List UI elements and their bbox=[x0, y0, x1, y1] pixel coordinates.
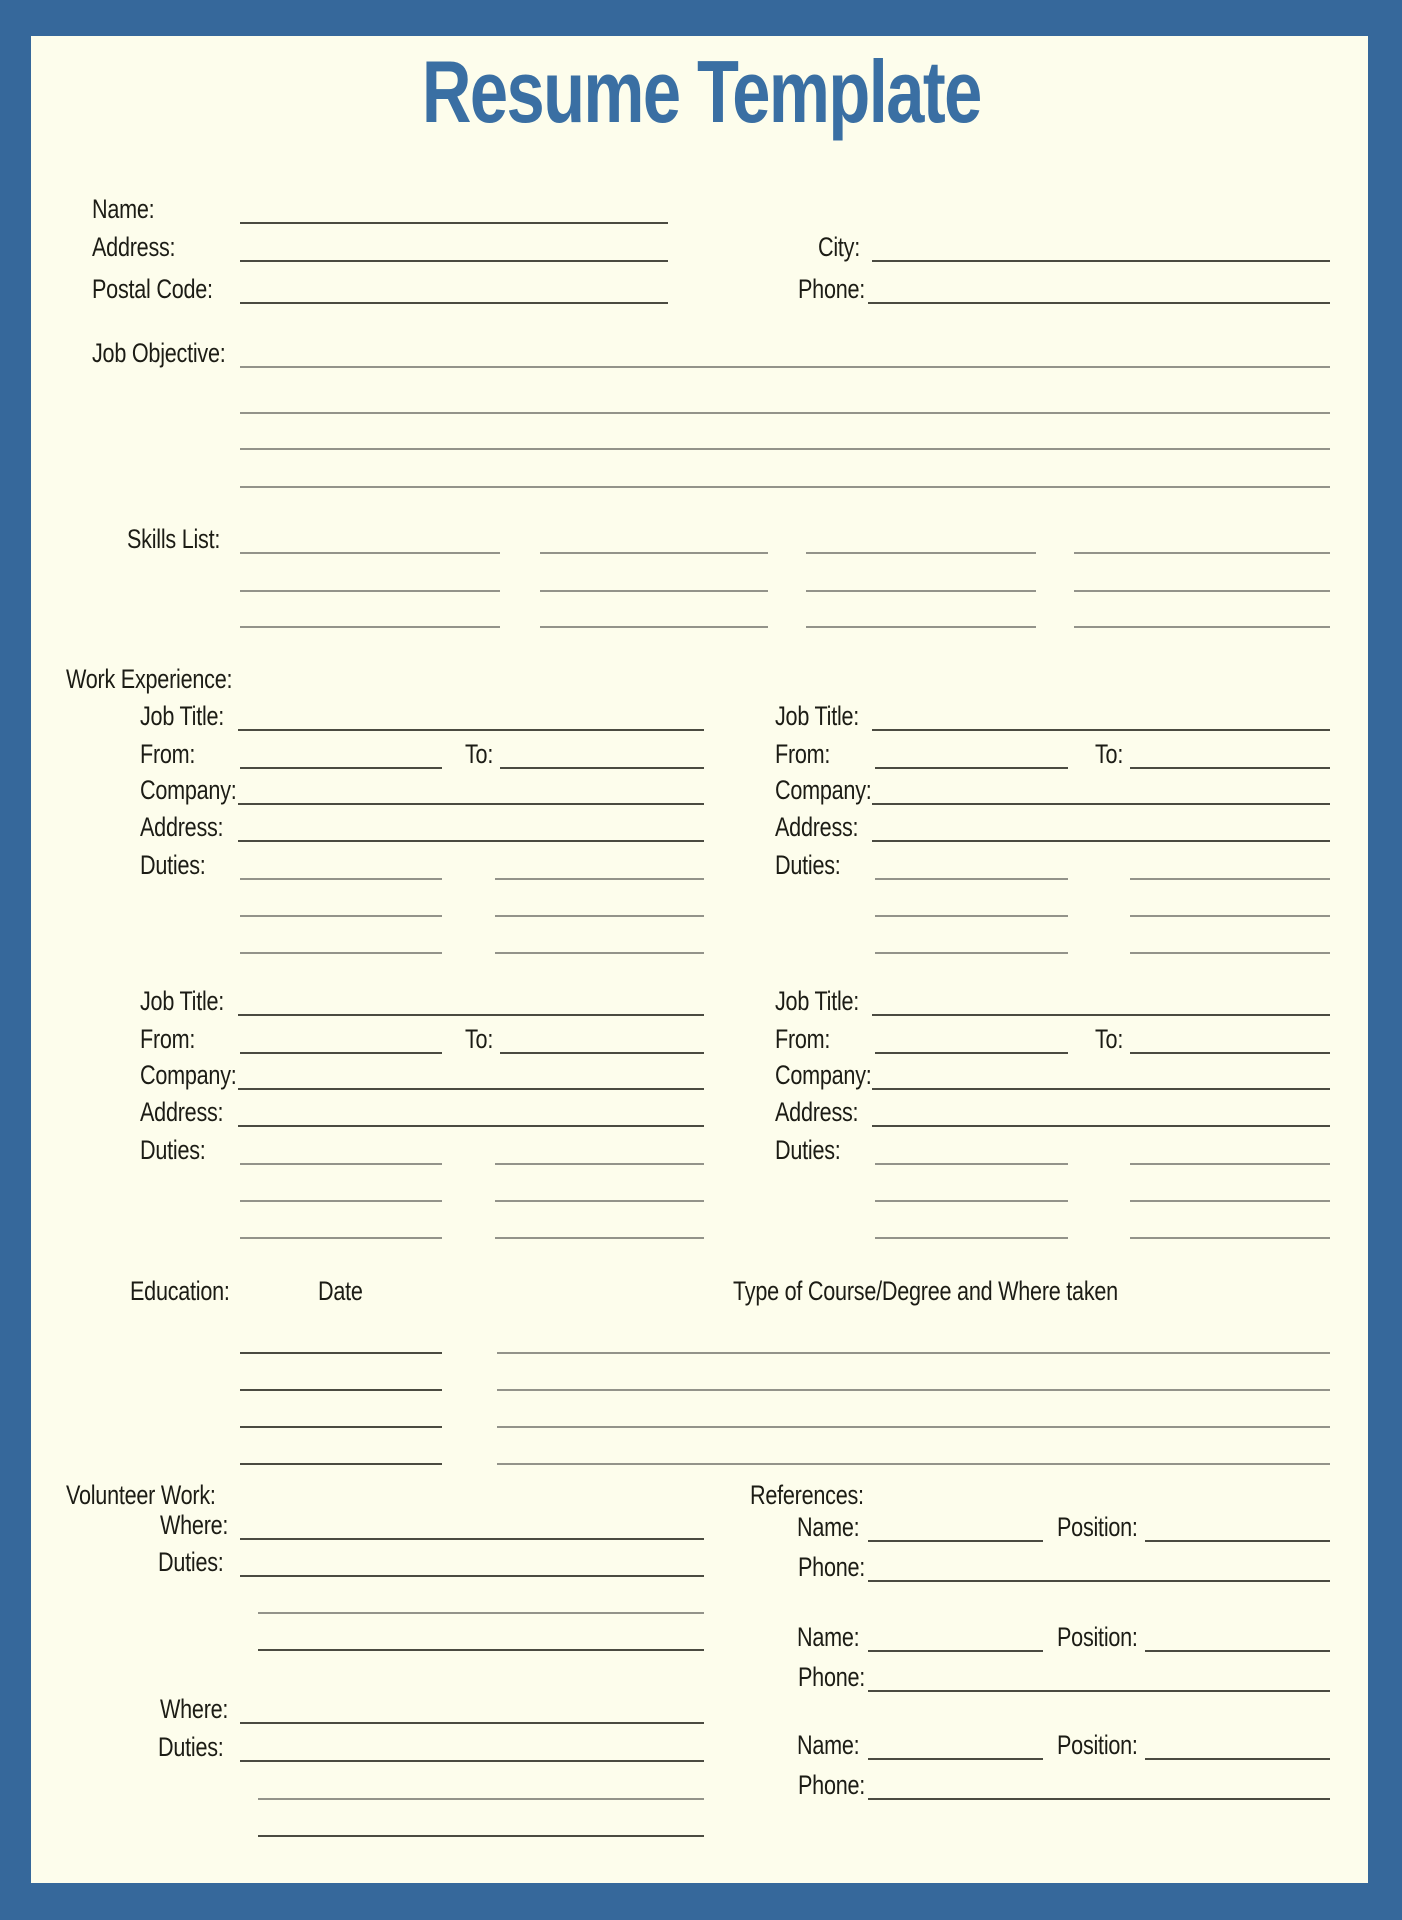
volunteer-duties-label: Duties: bbox=[158, 1732, 224, 1762]
city-label: City: bbox=[818, 232, 861, 262]
duties-line[interactable] bbox=[495, 1163, 704, 1165]
duties-line[interactable] bbox=[875, 915, 1068, 917]
address-label: Address: bbox=[140, 1097, 224, 1127]
job-title-line[interactable] bbox=[238, 729, 704, 731]
reference-position-line[interactable] bbox=[1145, 1758, 1330, 1760]
education-type-line[interactable] bbox=[497, 1352, 1330, 1354]
duties-line[interactable] bbox=[495, 878, 704, 880]
to-line[interactable] bbox=[1130, 767, 1330, 769]
address-label: Address: bbox=[140, 812, 224, 842]
duties-line[interactable] bbox=[240, 1237, 442, 1239]
volunteer-duties-line[interactable] bbox=[240, 1575, 704, 1577]
duties-line[interactable] bbox=[875, 1237, 1068, 1239]
skills-line[interactable] bbox=[240, 626, 500, 628]
volunteer-duties-line[interactable] bbox=[258, 1835, 704, 1837]
skills-line[interactable] bbox=[540, 552, 768, 554]
duties-line[interactable] bbox=[495, 1200, 704, 1202]
duties-label: Duties: bbox=[775, 850, 841, 880]
city-line[interactable] bbox=[872, 260, 1330, 262]
volunteer-where-label: Where: bbox=[160, 1694, 229, 1724]
reference-position-label: Position: bbox=[1057, 1730, 1138, 1760]
address-label: Address: bbox=[775, 812, 859, 842]
work-experience-header: Work Experience: bbox=[66, 664, 233, 694]
reference-name-label: Name: bbox=[797, 1512, 860, 1542]
duties-line[interactable] bbox=[1130, 1163, 1330, 1165]
duties-line[interactable] bbox=[240, 1163, 442, 1165]
skills-list-label: Skills List: bbox=[127, 524, 221, 554]
company-line[interactable] bbox=[238, 1088, 704, 1090]
reference-name-label: Name: bbox=[797, 1622, 860, 1652]
duties-line[interactable] bbox=[875, 1200, 1068, 1202]
job-objective-line[interactable] bbox=[240, 412, 1330, 414]
company-label: Company: bbox=[775, 775, 872, 805]
education-date-line[interactable] bbox=[240, 1426, 442, 1428]
to-line[interactable] bbox=[1130, 1052, 1330, 1054]
job-objective-line[interactable] bbox=[240, 486, 1330, 488]
duties-line[interactable] bbox=[875, 952, 1068, 954]
to-line[interactable] bbox=[500, 767, 704, 769]
reference-name-line[interactable] bbox=[868, 1758, 1043, 1760]
skills-line[interactable] bbox=[540, 626, 768, 628]
education-label: Education: bbox=[130, 1276, 230, 1306]
volunteer-where-line[interactable] bbox=[240, 1722, 704, 1724]
from-label: From: bbox=[140, 1024, 196, 1054]
job-objective-label: Job Objective: bbox=[92, 338, 226, 368]
volunteer-duties-label: Duties: bbox=[158, 1547, 224, 1577]
company-line[interactable] bbox=[872, 1088, 1330, 1090]
skills-line[interactable] bbox=[1074, 590, 1330, 592]
job-title-label: Job Title: bbox=[140, 986, 225, 1016]
duties-line[interactable] bbox=[240, 878, 442, 880]
job-title-line[interactable] bbox=[238, 1014, 704, 1016]
from-line[interactable] bbox=[240, 767, 442, 769]
from-label: From: bbox=[140, 739, 196, 769]
volunteer-duties-line[interactable] bbox=[258, 1649, 704, 1651]
skills-line[interactable] bbox=[806, 626, 1036, 628]
phone-label: Phone: bbox=[798, 274, 866, 304]
volunteer-duties-line[interactable] bbox=[258, 1612, 704, 1614]
volunteer-duties-line[interactable] bbox=[258, 1798, 704, 1800]
skills-line[interactable] bbox=[806, 552, 1036, 554]
duties-label: Duties: bbox=[140, 850, 206, 880]
reference-phone-label: Phone: bbox=[798, 1552, 866, 1582]
skills-line[interactable] bbox=[240, 552, 500, 554]
duties-label: Duties: bbox=[140, 1135, 206, 1165]
reference-phone-line[interactable] bbox=[868, 1580, 1330, 1582]
to-label: To: bbox=[1095, 1024, 1124, 1054]
reference-position-line[interactable] bbox=[1145, 1650, 1330, 1652]
duties-line[interactable] bbox=[495, 915, 704, 917]
duties-line[interactable] bbox=[1130, 1237, 1330, 1239]
reference-phone-line[interactable] bbox=[868, 1798, 1330, 1800]
skills-line[interactable] bbox=[240, 590, 500, 592]
reference-position-label: Position: bbox=[1057, 1512, 1138, 1542]
job-objective-line[interactable] bbox=[240, 448, 1330, 450]
company-line[interactable] bbox=[238, 803, 704, 805]
education-type-line[interactable] bbox=[497, 1389, 1330, 1391]
reference-phone-label: Phone: bbox=[798, 1662, 866, 1692]
address-line[interactable] bbox=[872, 840, 1330, 842]
address-line[interactable] bbox=[238, 1125, 704, 1127]
job-title-label: Job Title: bbox=[775, 701, 860, 731]
address-label: Address: bbox=[92, 232, 176, 262]
education-date-line[interactable] bbox=[240, 1463, 442, 1465]
volunteer-work-header: Volunteer Work: bbox=[66, 1480, 216, 1510]
skills-line[interactable] bbox=[806, 590, 1036, 592]
job-title-label: Job Title: bbox=[140, 701, 225, 731]
education-date-line[interactable] bbox=[240, 1389, 442, 1391]
reference-name-label: Name: bbox=[797, 1730, 860, 1760]
education-type-header: Type of Course/Degree and Where taken bbox=[733, 1276, 1118, 1306]
company-label: Company: bbox=[775, 1060, 872, 1090]
to-line[interactable] bbox=[500, 1052, 704, 1054]
duties-line[interactable] bbox=[1130, 952, 1330, 954]
address-label: Address: bbox=[775, 1097, 859, 1127]
job-objective-line[interactable] bbox=[240, 366, 1330, 368]
to-label: To: bbox=[465, 1024, 494, 1054]
to-label: To: bbox=[465, 739, 494, 769]
education-date-header: Date bbox=[318, 1276, 363, 1306]
company-line[interactable] bbox=[872, 803, 1330, 805]
company-label: Company: bbox=[140, 1060, 237, 1090]
duties-line[interactable] bbox=[1130, 878, 1330, 880]
paper-background bbox=[31, 36, 1368, 1883]
page-title: Resume Template bbox=[421, 42, 981, 141]
postal-code-line[interactable] bbox=[240, 302, 668, 304]
volunteer-duties-line[interactable] bbox=[240, 1760, 704, 1762]
job-title-line[interactable] bbox=[872, 1014, 1330, 1016]
volunteer-where-label: Where: bbox=[160, 1510, 229, 1540]
reference-name-line[interactable] bbox=[868, 1650, 1043, 1652]
reference-phone-line[interactable] bbox=[868, 1690, 1330, 1692]
duties-label: Duties: bbox=[775, 1135, 841, 1165]
job-title-label: Job Title: bbox=[775, 986, 860, 1016]
duties-line[interactable] bbox=[240, 1200, 442, 1202]
postal-code-label: Postal Code: bbox=[92, 274, 213, 304]
duties-line[interactable] bbox=[240, 915, 442, 917]
education-type-line[interactable] bbox=[497, 1426, 1330, 1428]
skills-line[interactable] bbox=[1074, 552, 1330, 554]
duties-line[interactable] bbox=[240, 952, 442, 954]
address-line[interactable] bbox=[240, 260, 668, 262]
from-line[interactable] bbox=[875, 1052, 1068, 1054]
from-label: From: bbox=[775, 1024, 831, 1054]
address-line[interactable] bbox=[238, 840, 704, 842]
to-label: To: bbox=[1095, 739, 1124, 769]
phone-line[interactable] bbox=[868, 302, 1330, 304]
reference-name-line[interactable] bbox=[868, 1540, 1043, 1542]
education-type-line[interactable] bbox=[497, 1463, 1330, 1465]
duties-line[interactable] bbox=[875, 878, 1068, 880]
volunteer-where-line[interactable] bbox=[240, 1538, 704, 1540]
reference-phone-label: Phone: bbox=[798, 1770, 866, 1800]
references-header: References: bbox=[750, 1480, 864, 1510]
from-line[interactable] bbox=[875, 767, 1068, 769]
reference-position-line[interactable] bbox=[1145, 1540, 1330, 1542]
from-label: From: bbox=[775, 739, 831, 769]
job-title-line[interactable] bbox=[872, 729, 1330, 731]
address-line[interactable] bbox=[872, 1125, 1330, 1127]
duties-line[interactable] bbox=[495, 952, 704, 954]
duties-line[interactable] bbox=[875, 1163, 1068, 1165]
duties-line[interactable] bbox=[1130, 1200, 1330, 1202]
name-line[interactable] bbox=[240, 222, 668, 224]
duties-line[interactable] bbox=[495, 1237, 704, 1239]
from-line[interactable] bbox=[240, 1052, 442, 1054]
education-date-line[interactable] bbox=[240, 1352, 442, 1354]
skills-line[interactable] bbox=[540, 590, 768, 592]
duties-line[interactable] bbox=[1130, 915, 1330, 917]
name-label: Name: bbox=[92, 194, 155, 224]
skills-line[interactable] bbox=[1074, 626, 1330, 628]
company-label: Company: bbox=[140, 775, 237, 805]
reference-position-label: Position: bbox=[1057, 1622, 1138, 1652]
